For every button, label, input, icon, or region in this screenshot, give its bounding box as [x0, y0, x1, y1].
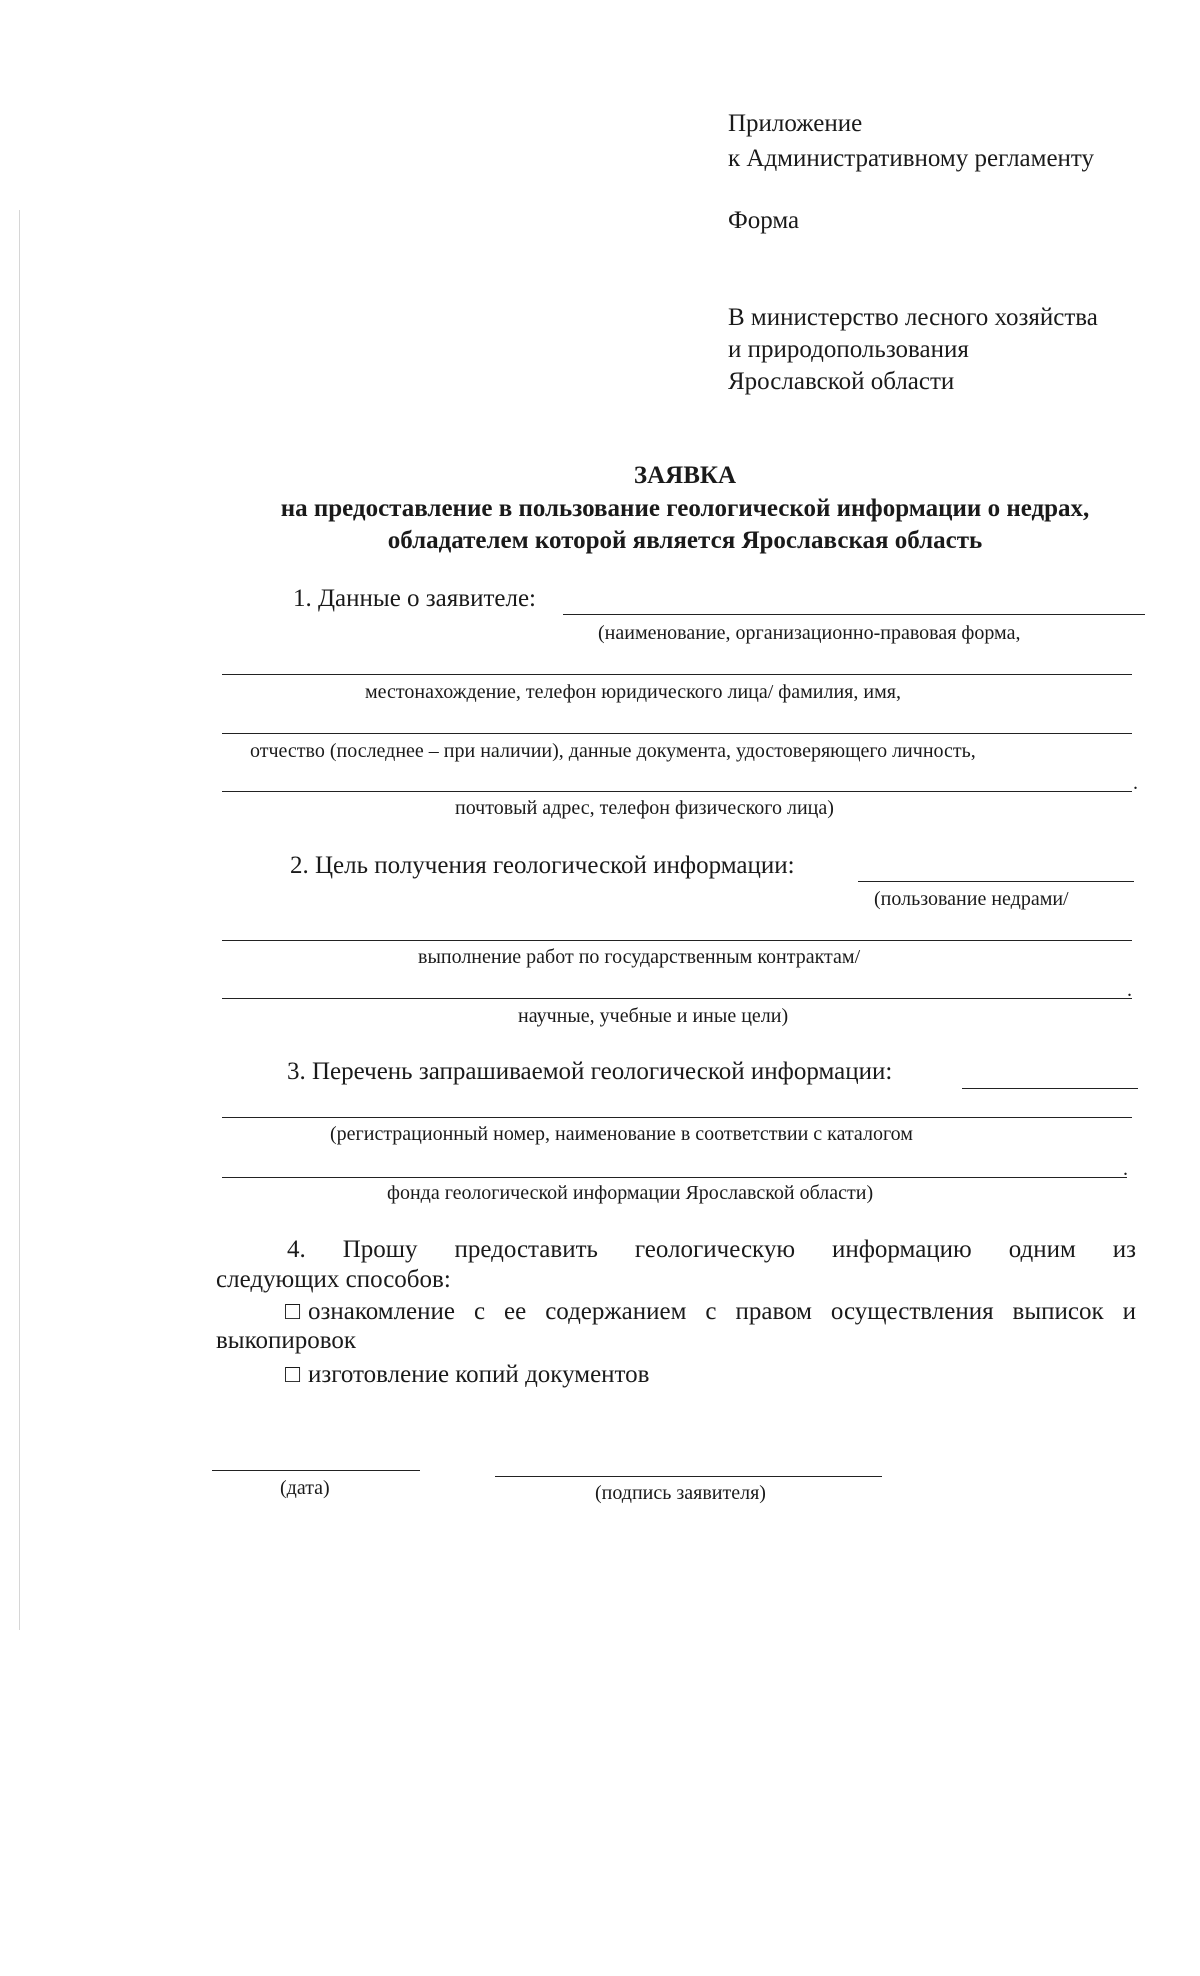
section3-label: 3. Перечень запрашиваемой геологической информации:	[287, 1058, 893, 1085]
section1-hint-2: местонахождение, телефон юридического лица/ фамилия, имя,	[365, 681, 901, 703]
signature-label: (подпись заявителя)	[595, 1482, 766, 1504]
section2-period: .	[1127, 979, 1132, 1001]
document-subtitle-1: на предоставление в пользование геологической информации о недрах,	[280, 495, 1090, 522]
section2-hint-1: (пользование недрами/	[874, 888, 1069, 910]
regulation-label: к Административному регламенту	[728, 145, 1095, 172]
section1-period: .	[1133, 772, 1138, 794]
section1-label: 1. Данные о заявителе:	[293, 585, 536, 612]
section2-hint-3: научные, учебные и иные цели)	[518, 1005, 789, 1027]
section2-fill-line-3	[222, 998, 1132, 999]
section3-fill-line-3	[222, 1177, 1127, 1178]
addressee-line-3: Ярославской области	[728, 368, 955, 395]
section1-fill-line-2	[222, 674, 1132, 675]
section3-period: .	[1123, 1158, 1128, 1180]
appendix-label: Приложение	[728, 110, 863, 137]
section1-fill-line-4	[222, 791, 1132, 792]
section4-line-2: следующих способов:	[216, 1266, 451, 1293]
option2-label: изготовление копий документов	[308, 1361, 650, 1388]
signature-field-line[interactable]	[495, 1476, 882, 1477]
document-title: ЗАЯВКА	[633, 462, 737, 489]
section2-fill-line-1	[858, 881, 1134, 882]
checkbox-icon: □	[285, 1361, 301, 1388]
section2-label: 2. Цель получения геологической информации:	[290, 852, 795, 879]
document-subtitle-2: обладателем которой является Ярославская область	[387, 527, 983, 554]
checkbox-icon: □	[285, 1298, 301, 1325]
date-field-line[interactable]	[212, 1470, 420, 1471]
section2-fill-line-2	[222, 940, 1132, 941]
section1-fill-line-3	[222, 733, 1132, 734]
section3-fill-line-2	[222, 1117, 1132, 1118]
section1-fill-line-1	[563, 614, 1145, 615]
section3-fill-line-1	[962, 1088, 1138, 1089]
addressee-line-2: и природопользования	[728, 336, 969, 363]
date-label: (дата)	[280, 1477, 330, 1499]
option1-checkbox[interactable]	[285, 1296, 300, 1328]
option1-label-line-2: выкопировок	[216, 1327, 357, 1354]
option1-label-line-1: ознакомление с ее содержанием с правом осуществления выписок и	[308, 1298, 1136, 1325]
section1-hint-4: почтовый адрес, телефон физического лица)	[455, 797, 834, 819]
section4-line-1: 4. Прошу предоставить геологическую информацию одним из	[287, 1236, 1136, 1263]
scan-edge-line	[19, 210, 20, 1630]
option2-checkbox[interactable]	[285, 1359, 300, 1391]
section1-hint-3: отчество (последнее – при наличии), данные документа, удостоверяющего личность,	[250, 740, 976, 762]
section1-hint-1: (наименование, организационно-правовая форма,	[598, 622, 1021, 644]
addressee-line-1: В министерство лесного хозяйства	[728, 304, 1098, 331]
section3-hint-1: (регистрационный номер, наименование в соответствии с каталогом	[330, 1123, 913, 1145]
form-label: Форма	[728, 207, 800, 234]
section3-hint-2: фонда геологической информации Ярославской области)	[387, 1182, 874, 1204]
section2-hint-2: выполнение работ по государственным контрактам/	[418, 946, 861, 968]
